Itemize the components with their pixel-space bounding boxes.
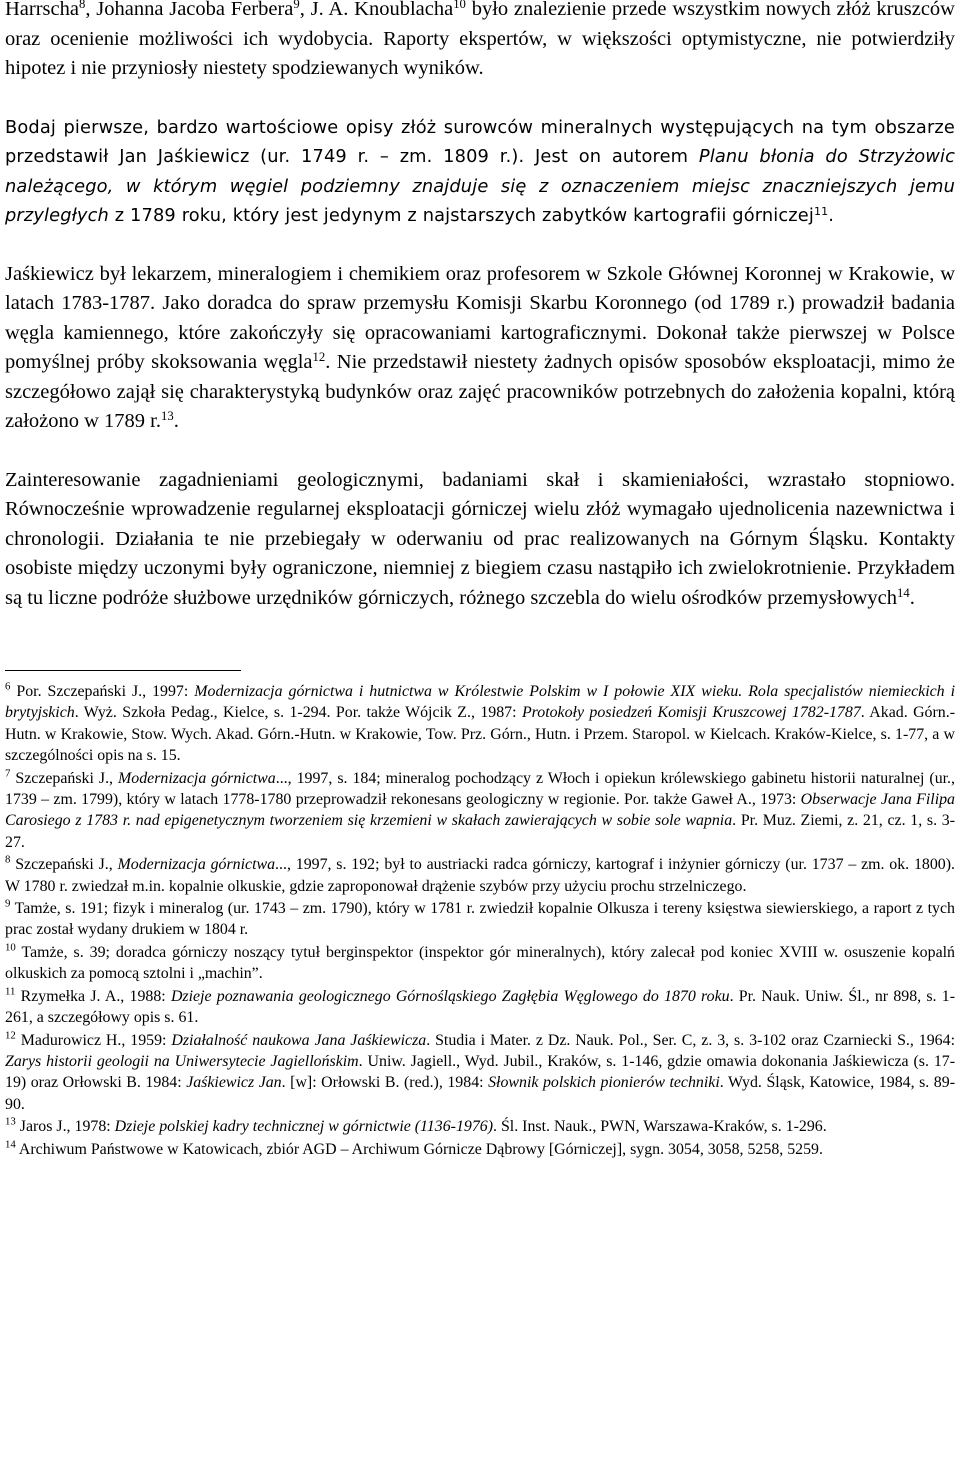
text: Tamże, s. 191; fizyk i mineralog (ur. 1743 – zm. 1790), który w 1781 r. zwiedził kopalnie Olkusza i tereny księstwa siewierskiego, a raport z tych prac został wydany drukiem w 1804 r. — [5, 900, 955, 939]
text: . — [909, 586, 915, 609]
citation-title: Modernizacja górnictwa — [118, 769, 276, 787]
text: Tamże, s. 39; doradca górniczy noszący tytuł berginspektor (inspektor gór mineralnych), który zalecał pod koniec XVIII w. osuszenie kopalń olkuskich za pomocą sztolni i „machin”. — [5, 943, 955, 983]
text: . Śl. Inst. Nauk., PWN, Warszawa-Kraków, s. 1-296. — [493, 1118, 827, 1136]
text: z 1789 roku, który jest jedynym z najstarszych zabytków kartografii górniczej — [108, 205, 814, 226]
map-title-italic: Planu błonia do Strzyżowic należącego, w którym węgiel podziemny znajduje się z oznaczeniem miejsc znaczniejszych jemu przyległych — [5, 146, 956, 226]
paragraph-gap — [5, 437, 955, 466]
text: Archiwum Państwowe w Katowicach, zbiór AGD – Archiwum Górnicze Dąbrowy [Górniczej], sygn. 3054, 3058, 5258, 5259. — [15, 1140, 823, 1158]
footnote-7 — [5, 768, 955, 854]
text: Rzymełka J. A., 1988: — [15, 987, 171, 1005]
footnote-ref[interactable]: 9 — [293, 0, 300, 12]
text: . Nie przedstawił niestety żadnych opisów sposobów eksploatacji, mimo że szczegółowo zajął się charakterystyką budynków oraz zajęć pracowników potrzebnych do założenia kopalni, którą założono w 1789 r. — [5, 351, 955, 432]
citation-title: Obserwacje Jana Filipa Carosiego z 1783 r. nad epigenetycznym tworzeniem się krzemieni w skałach zawierających w sobie sole wapnia — [5, 791, 955, 830]
text: ..., 1997, s. 192; był to austriacki radca górniczy, kartograf i inżynier górniczy (ur. 1737 – zm. ok. 1800). W 1780 r. zwiedzał m.in. kopalnie olkuskie, gdzie zaproponował drążenie szybów przy użyciu prochu strzelniczego. — [5, 856, 955, 895]
footnote-number: 7 — [5, 767, 11, 780]
citation-title: Modernizacja górnictwa — [117, 856, 276, 874]
text: Madurowicz H., 1959: — [15, 1031, 172, 1049]
footnote-number: 12 — [5, 1029, 16, 1042]
footnote-ref[interactable]: 14 — [897, 585, 910, 600]
footnote-11 — [5, 986, 955, 1029]
citation-title: Działalność naukowa Jana Jaśkiewicza — [171, 1031, 427, 1049]
text: Szczepański J., — [10, 769, 119, 787]
paragraph-gap — [5, 84, 955, 113]
text: Jaśkiewicz był lekarzem, mineralogiem i chemikiem oraz profesorem w Szkole Głównej Koronnej w Krakowie, w latach 1783-1787. Jako doradca do spraw przemysłu Komisji Skarbu Koronnego (od 1789 r.) prowadził badania węgla kamiennego, które zakończyły się opracowaniami kartograficznymi. Dokonał także pierwszej w Polsce pomyślnej próby skoksowania węgla — [5, 262, 955, 373]
footnote-number: 13 — [5, 1115, 16, 1128]
text: Bodaj pierwsze, bardzo wartościowe opisy złóż surowców mineralnych występujących na tym obszarze przedstawił Jan Jaśkiewicz (ur. 1749 r. – zm. 1809 r.). Jest on autorem — [5, 116, 955, 167]
paragraph-gap — [5, 231, 955, 260]
text: . Wyż. Szkoła Pedag., Kielce, s. 1-294. Por. także Wójcik Z., 1987: — [74, 704, 522, 722]
text: Harrscha — [5, 0, 79, 20]
text: . Pr. Nauk. Uniw. Śl., nr 898, s. 1-261, a szczegółowy opis s. 61. — [5, 987, 956, 1027]
citation-title: Zarys historii geologii na Uniwersytecie Jagiellońskim — [5, 1052, 359, 1070]
text: . Wyd. Śląsk, Katowice, 1984, s. 89-90. — [5, 1074, 955, 1113]
footnote-number: 10 — [5, 941, 16, 954]
text: Szczepański J., — [10, 856, 118, 874]
text: . — [173, 410, 179, 432]
footnote-13 — [5, 1116, 955, 1137]
paragraph-4 — [5, 466, 955, 614]
footnote-ref[interactable]: 12 — [312, 350, 326, 365]
citation-title: Słownik polskich pionierów techniki — [488, 1074, 720, 1092]
citation-title: Protokoły posiedzeń Komisji Kruszcowej 1782-1787 — [521, 704, 861, 722]
footnote-9 — [5, 898, 955, 941]
footnote-ref[interactable]: 8 — [78, 0, 86, 12]
text: . [w]: Orłowski B. (red.), 1984: — [281, 1074, 489, 1092]
footnote-ref[interactable]: 10 — [453, 0, 466, 12]
footnote-separator — [5, 670, 241, 671]
footnote-12 — [5, 1030, 955, 1116]
footnote-14 — [5, 1139, 955, 1160]
footnote-ref[interactable]: 11 — [813, 204, 829, 218]
text: ..., 1997, s. 184; mineralog pochodzący z Włoch i opiekun królewskiego gabinetu historii naturalnej (ur., 1739 – zm. 1799), który w latach 1778-1780 przeprowadził rekonesans geologiczny w regionie. Por. także Gaweł A., 1973: — [5, 769, 955, 809]
paragraph-2 — [5, 113, 955, 231]
footnote-10 — [5, 942, 955, 985]
footnote-ref[interactable]: 13 — [161, 409, 174, 424]
text: Zainteresowanie zagadnieniami geologicznymi, badaniami skał i skamieniałości, wzrastało stopniowo. Równocześnie wprowadzenie regularnej eksploatacji górniczej wielu złóż wymagało ujednolicenia nazewnictwa i chronologii. Działania te nie przebiegały w oderwaniu od prac realizowanych na Górnym Śląsku. Kontakty osobiste między uczonymi były ograniczone, niemniej z biegiem czasu nastąpiło ich zwielokrotnienie. Przykładem są tu liczne podróże służbowe urzędników górniczych, różnego szczebla do wielu ośrodków przemysłowych — [5, 468, 955, 609]
text: Jaros J., 1978: — [15, 1118, 115, 1136]
footnote-number: 14 — [5, 1138, 16, 1151]
text: , Johanna Jacoba Ferbera — [85, 0, 294, 20]
citation-title: Modernizacja górnictwa i hutnictwa w Królestwie Polskim w I połowie XIX wieku. Rola specjalistów niemieckich i brytyjskich — [5, 683, 955, 722]
footnote-number: 11 — [5, 985, 16, 998]
footnote-8 — [5, 854, 955, 897]
footnote-6 — [5, 681, 955, 767]
document-page — [5, 0, 955, 1161]
paragraph-3 — [5, 260, 955, 437]
footnote-number: 6 — [5, 680, 11, 693]
text: Por. Szczepański J., 1997: — [10, 683, 195, 700]
text: , J. A. Knoublacha — [299, 0, 454, 20]
citation-title: Jaśkiewicz Jan — [186, 1074, 282, 1092]
text: . Pr. Muz. Ziemi, z. 21, cz. 1, s. 3-27. — [5, 812, 955, 851]
text: . Uniw. Jagiell., Wyd. Jubil., Kraków, s. 1-146, gdzie omawia dokonania Jaśkiewicza (s. 17-19) oraz Orłowski B. 1984: — [5, 1052, 956, 1092]
text: . Studia i Mater. z Dz. Nauk. Pol., Ser. C, z. 3, s. 3-102 oraz Czarniecki S., 1964: — [426, 1031, 955, 1049]
text: . — [828, 205, 835, 226]
text: . Akad. Górn.-Hutn. w Krakowie, Stow. Wych. Akad. Górn.-Hutn. w Krakowie, Tow. Prz. Górn., Hutn. i Przem. Staropol. w Kielcach. Kraków-Kielce, s. 1-77, a w szczególności opis na s. 15. — [5, 704, 955, 765]
paragraph-1 — [5, 0, 955, 84]
text: było znalezienie przede wszystkim nowych złóż kruszców oraz ocenienie możliwości ich wydobycia. Raporty ekspertów, w większości optymistyczne, nie potwierdziły hipotez i nie przyniosły niestety spodziewanych wyników. — [5, 0, 955, 79]
citation-title: Dzieje polskiej kadry technicznej w górnictwie (1136-1976) — [114, 1118, 494, 1136]
citation-title: Dzieje poznawania geologicznego Górnośląskiego Zagłębia Węglowego do 1870 roku — [170, 987, 730, 1005]
footnote-number: 8 — [5, 853, 11, 866]
footnote-number: 9 — [5, 897, 11, 910]
